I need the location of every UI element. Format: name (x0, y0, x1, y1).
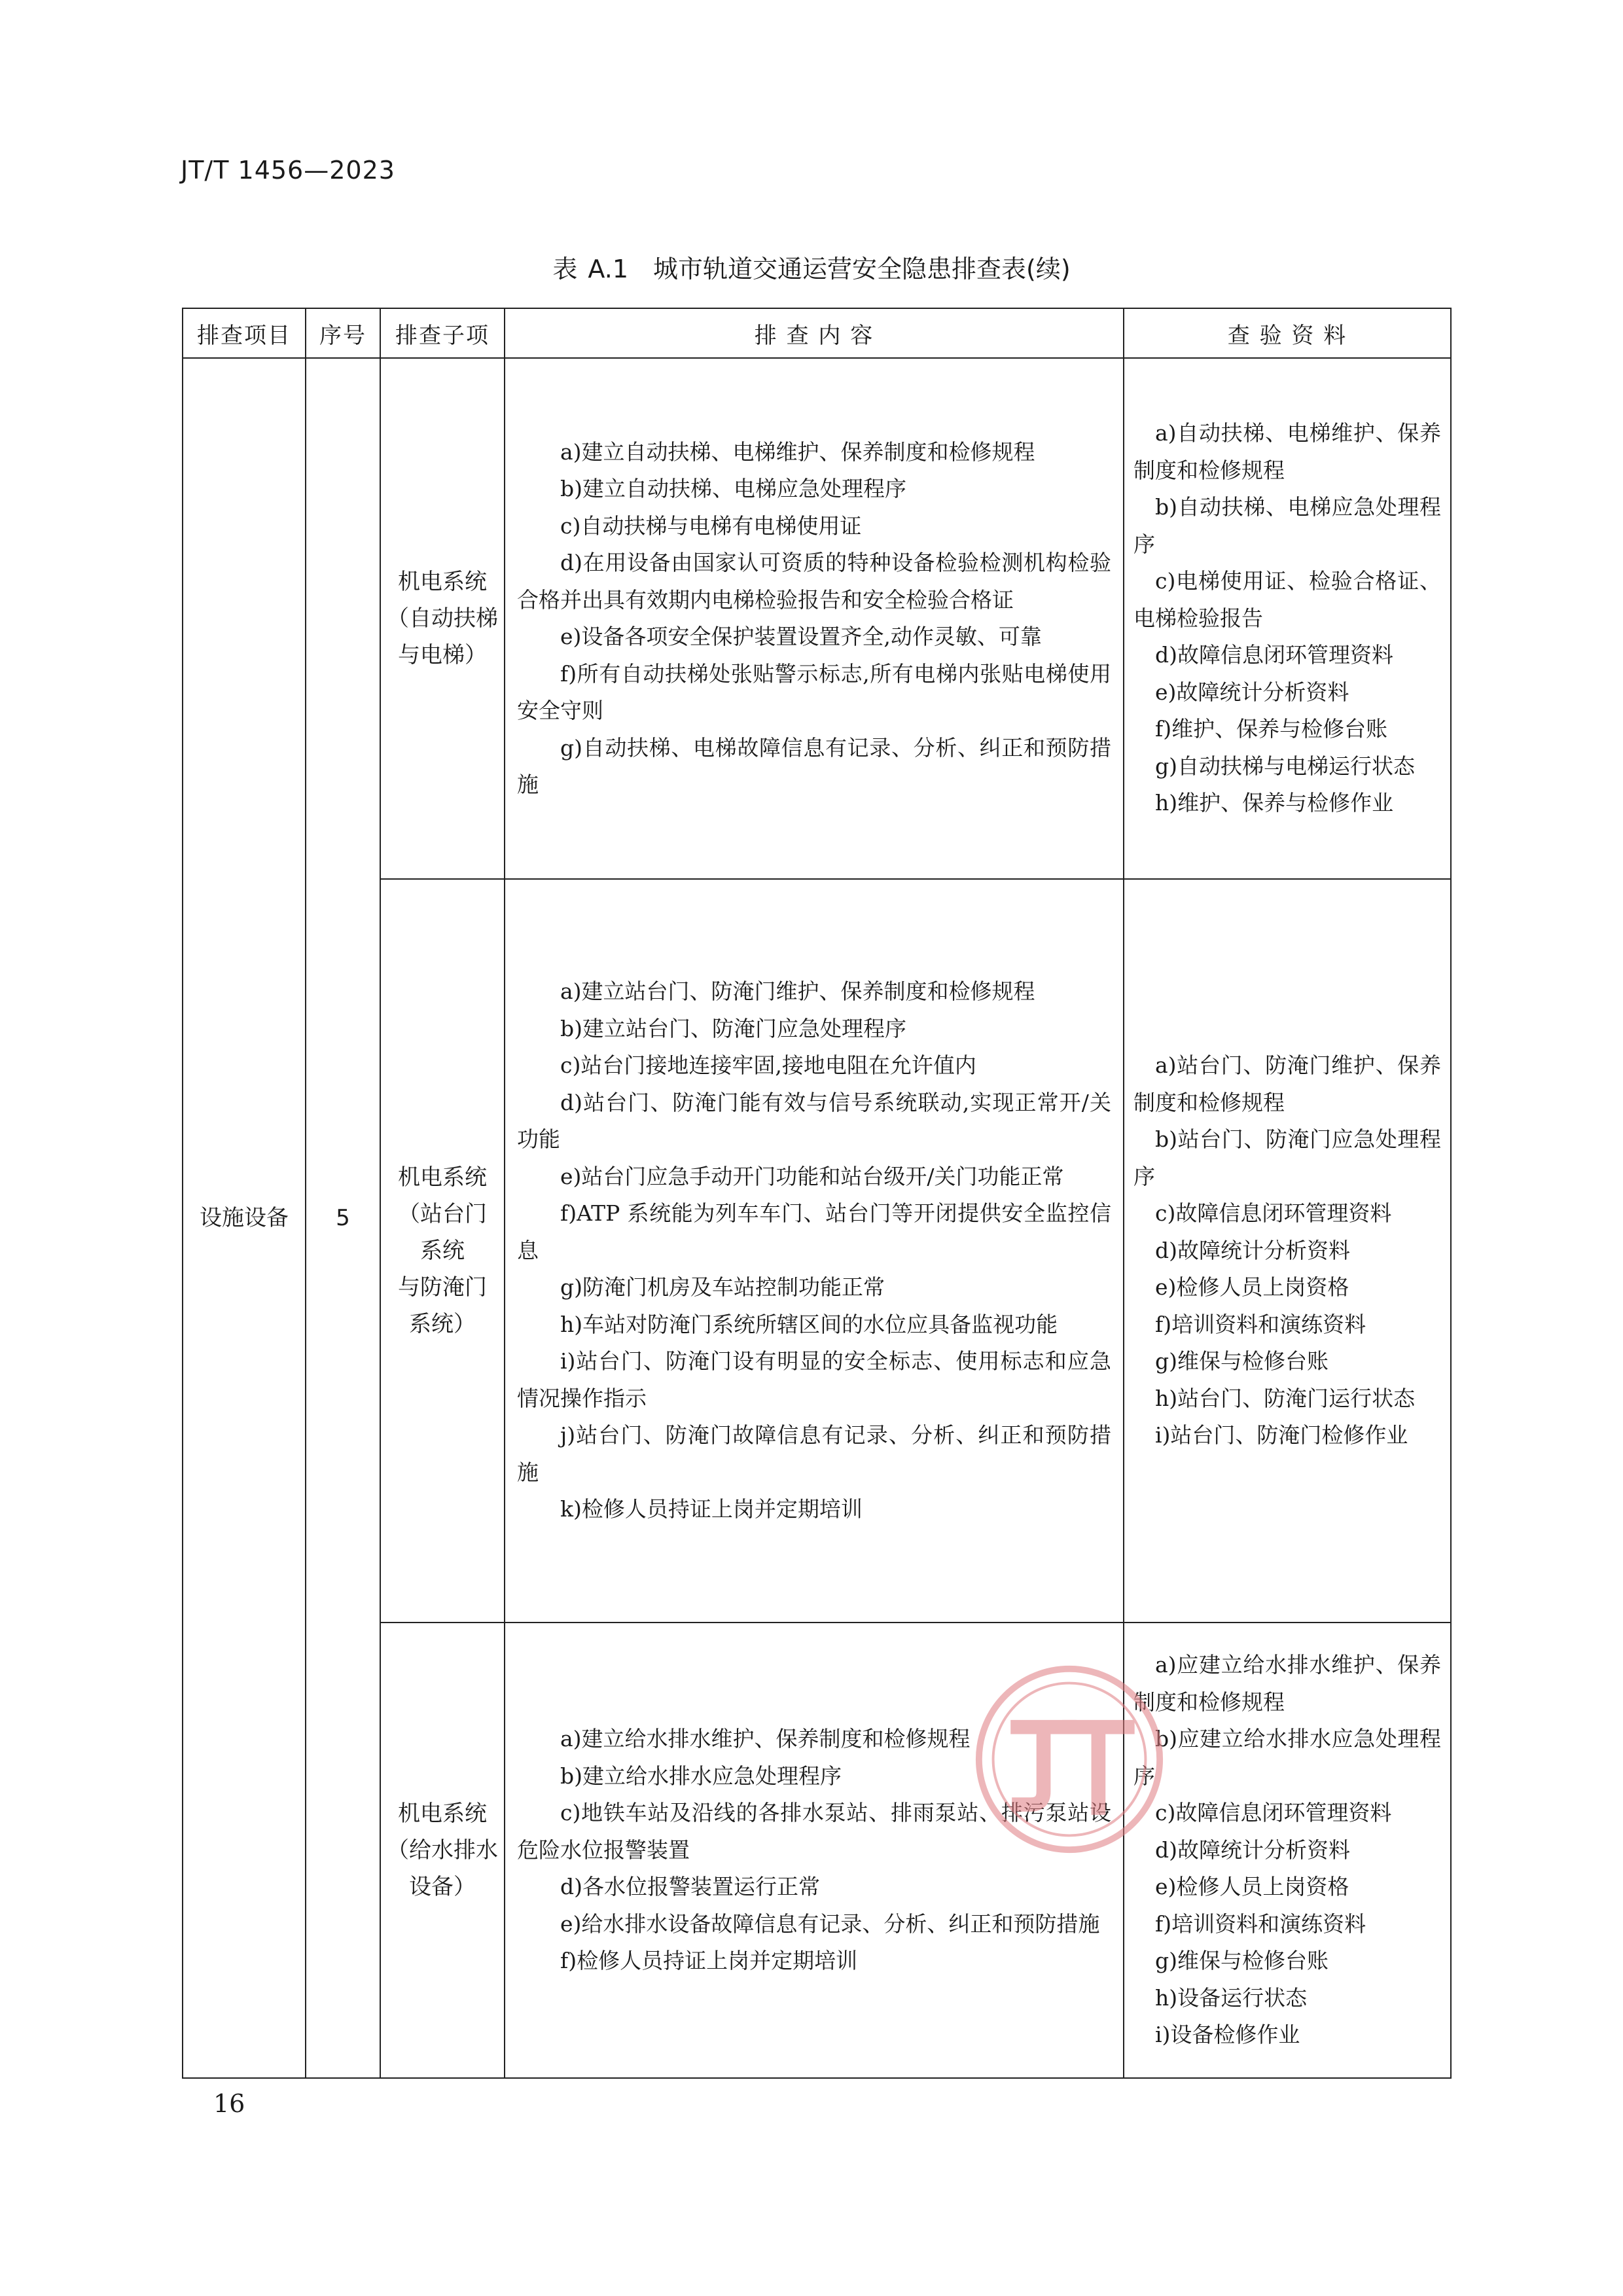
content-item: d)各水位报警装置运行正常 (560, 1874, 820, 1900)
content-item: b)建立给水排水应急处理程序 (560, 1763, 842, 1789)
materials-cell (1124, 879, 1451, 1623)
material-item: a)应建立给水排水维护、保养制度和检修规程 (1133, 1652, 1441, 1715)
seq-cell: 5 (306, 358, 380, 2078)
material-item: h)站台门、防淹门运行状态 (1155, 1385, 1416, 1411)
content-item: b)建立站台门、防淹门应急处理程序 (560, 1015, 906, 1041)
subitem-line: 与电梯） (398, 642, 487, 668)
col-header-content: 排 查 内 容 (505, 308, 1124, 358)
material-item: b)应建立给水排水应急处理程序 (1133, 1726, 1441, 1789)
material-item: i)站台门、防淹门检修作业 (1155, 1422, 1408, 1448)
material-item: c)故障信息闭环管理资料 (1155, 1200, 1392, 1227)
content-item: d)在用设备由国家认可资质的特种设备检验检测机构检验合格并出具有效期内电梯检验报告和安全检验合格证 (517, 550, 1111, 613)
table-caption: 表 A.1 城市轨道交通运营安全隐患排查表(续) (552, 255, 1071, 283)
content-item: a)建立站台门、防淹门维护、保养制度和检修规程 (560, 978, 1035, 1005)
material-item: a)站台门、防淹门维护、保养制度和检修规程 (1133, 1052, 1441, 1115)
content-cell (505, 879, 1124, 1623)
subitem-cell (380, 879, 505, 1623)
material-item: d)故障统计分析资料 (1155, 1837, 1350, 1863)
material-item: h)维护、保养与检修作业 (1155, 790, 1394, 816)
table-header-row (183, 308, 1451, 358)
material-item: e)故障统计分析资料 (1155, 679, 1349, 705)
content-item: b)建立自动扶梯、电梯应急处理程序 (560, 476, 906, 501)
content-item: f)ATP 系统能为列车车门、站台门等开闭提供安全监控信息 (517, 1200, 1111, 1263)
content-item: c)自动扶梯与电梯有电梯使用证 (560, 512, 862, 539)
material-item: b)站台门、防淹门应急处理程序 (1133, 1126, 1441, 1189)
hazard-check-table (182, 308, 1452, 2079)
content-item: j)站台门、防淹门故障信息有记录、分析、纠正和预防措施 (517, 1422, 1111, 1485)
material-item: e)检修人员上岗资格 (1155, 1874, 1349, 1900)
material-item: f)维护、保养与检修台账 (1155, 716, 1388, 742)
subitem-cell (380, 358, 505, 879)
content-item: g)防淹门机房及车站控制功能正常 (560, 1274, 885, 1300)
material-item: a)自动扶梯、电梯维护、保养制度和检修规程 (1133, 420, 1441, 483)
material-item: e)检修人员上岗资格 (1155, 1274, 1349, 1300)
col-header-project: 排查项目 (183, 308, 306, 358)
material-item: i)设备检修作业 (1155, 2022, 1300, 2048)
materials-cell (1124, 1623, 1451, 2078)
material-item: g)自动扶梯与电梯运行状态 (1155, 753, 1415, 779)
content-item: e)站台门应急手动开门功能和站台级开/关门功能正常 (560, 1163, 1064, 1189)
subitem-line: （自动扶梯 (387, 605, 498, 632)
material-item: g)维保与检修台账 (1155, 1348, 1329, 1374)
material-item: c)故障信息闭环管理资料 (1155, 1800, 1392, 1826)
material-item: h)设备运行状态 (1155, 1984, 1308, 2011)
content-item: c)地铁车站及沿线的各排水泵站、排雨泵站、排污泵站设危险水位报警装置 (517, 1800, 1111, 1863)
subitem-cell (380, 1623, 505, 2078)
subitem-line: （站台门 (398, 1201, 487, 1227)
content-item: a)建立给水排水维护、保养制度和检修规程 (560, 1726, 971, 1752)
table-row (183, 358, 1451, 879)
subitem-line: 系统） (409, 1311, 476, 1337)
content-item: c)站台门接地连接牢固,接地电阻在允许值内 (560, 1052, 976, 1079)
standard-number: JT/T 1456—2023 (181, 156, 395, 185)
subitem-line: 机电系统 (398, 1164, 487, 1191)
col-header-subitem: 排查子项 (380, 308, 505, 358)
content-item: h)车站对防淹门系统所辖区间的水位应具备监视功能 (560, 1311, 1058, 1337)
material-item: b)自动扶梯、电梯应急处理程序 (1133, 494, 1441, 557)
content-item: f)检修人员持证上岗并定期培训 (560, 1948, 858, 1974)
subitem-line: 机电系统 (398, 569, 487, 595)
subitem-line: 与防淹门 (398, 1274, 487, 1300)
material-item: d)故障统计分析资料 (1155, 1237, 1350, 1263)
content-cell (505, 1623, 1124, 2078)
content-item: d)站台门、防淹门能有效与信号系统联动,实现正常开/关功能 (517, 1089, 1111, 1153)
subitem-line: （给水排水 (387, 1837, 498, 1863)
col-header-seq: 序号 (306, 308, 380, 358)
material-item: f)培训资料和演练资料 (1155, 1910, 1366, 1937)
content-item: e)给水排水设备故障信息有记录、分析、纠正和预防措施 (560, 1910, 1100, 1937)
subitem-line: 系统 (420, 1238, 465, 1264)
subitem-line: 机电系统 (398, 1801, 487, 1827)
content-item: e)设备各项安全保护装置设置齐全,动作灵敏、可靠 (560, 624, 1042, 649)
col-header-materials: 查 验 资 料 (1124, 308, 1451, 358)
material-item: d)故障信息闭环管理资料 (1155, 642, 1393, 668)
subitem-line: 设备） (409, 1874, 476, 1900)
material-item: f)培训资料和演练资料 (1155, 1311, 1366, 1337)
content-item: k)检修人员持证上岗并定期培训 (560, 1496, 863, 1522)
project-cell: 设施设备 (183, 358, 306, 2078)
materials-cell (1124, 358, 1451, 879)
content-cell (505, 358, 1124, 879)
content-item: a)建立自动扶梯、电梯维护、保养制度和检修规程 (560, 439, 1035, 465)
content-item: i)站台门、防淹门设有明显的安全标志、使用标志和应急情况操作指示 (517, 1348, 1111, 1411)
material-item: g)维保与检修台账 (1155, 1948, 1329, 1974)
material-item: c)电梯使用证、检验合格证、电梯检验报告 (1133, 568, 1441, 631)
content-item: g)自动扶梯、电梯故障信息有记录、分析、纠正和预防措施 (517, 734, 1111, 797)
content-item: f)所有自动扶梯处张贴警示标志,所有电梯内张贴电梯使用安全守则 (517, 660, 1111, 723)
page-number: 16 (213, 2089, 245, 2118)
